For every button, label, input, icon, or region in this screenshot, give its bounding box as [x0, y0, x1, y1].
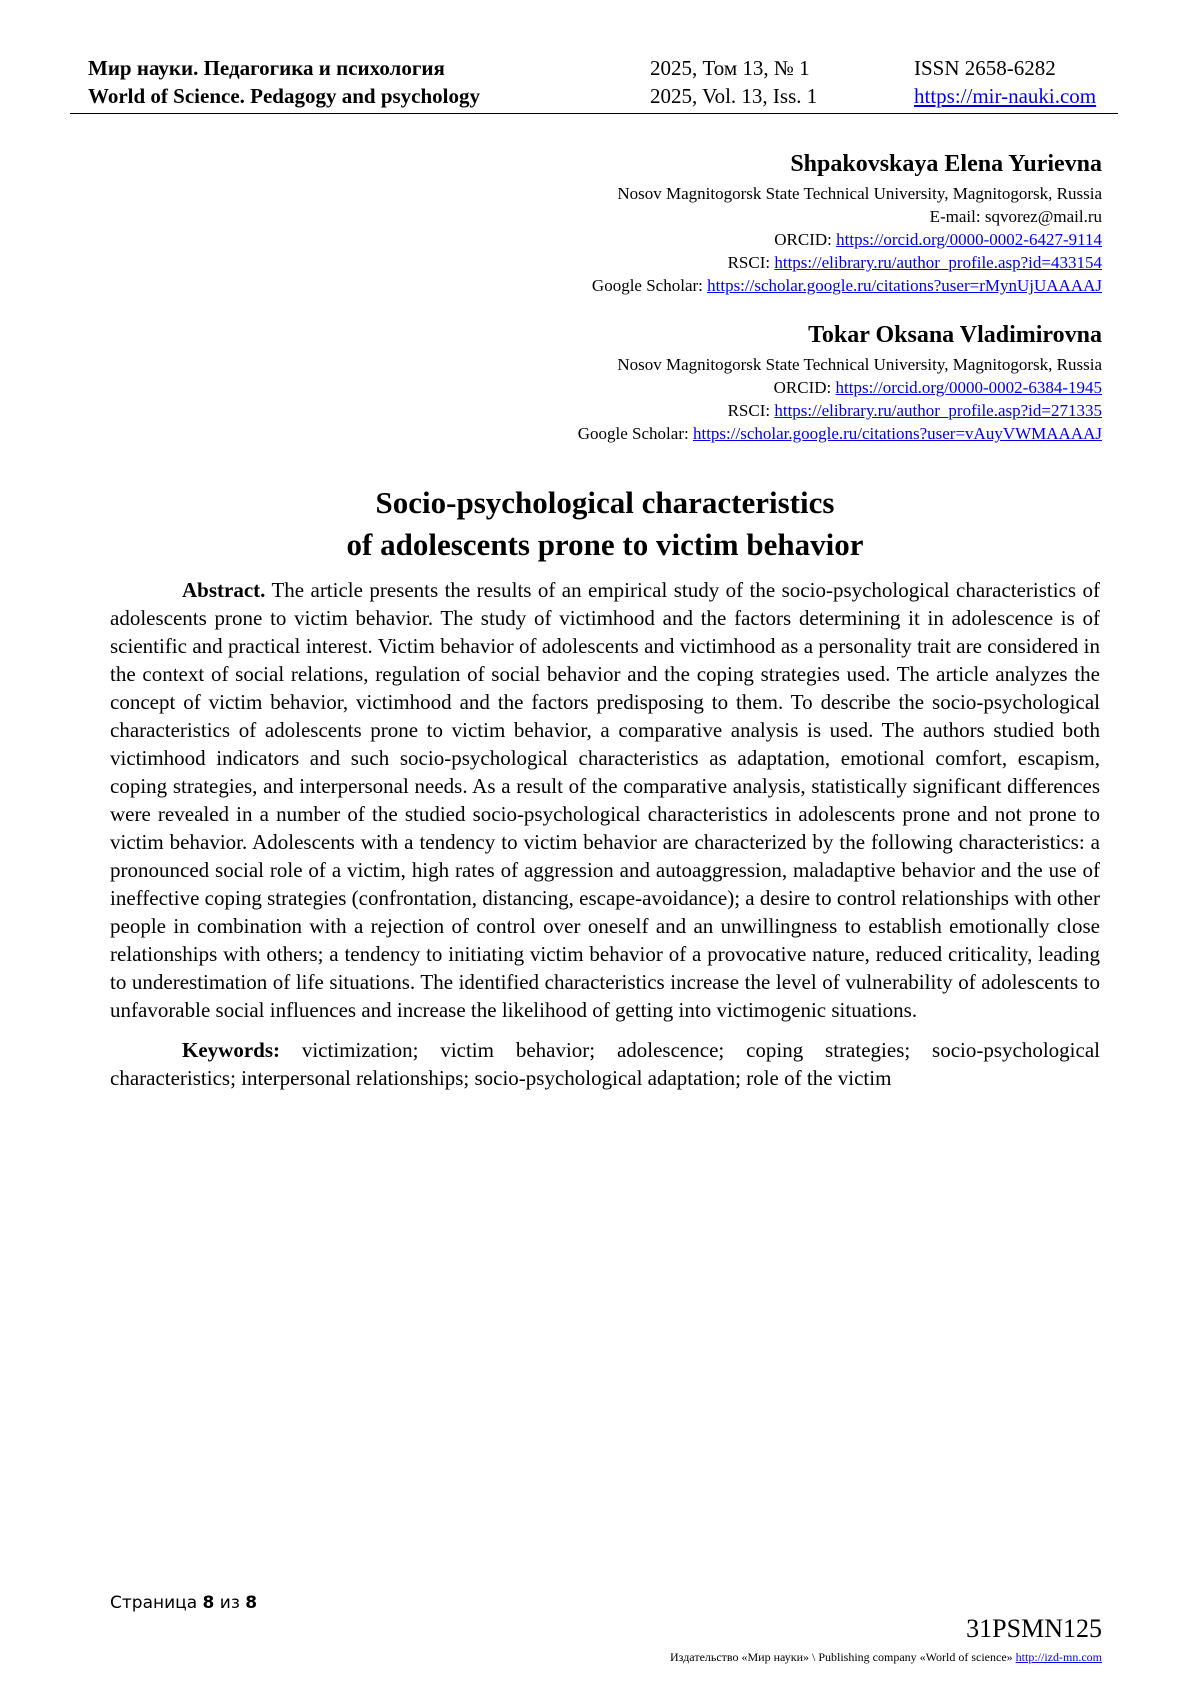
issue-ru: 2025, Том 13, № 1	[650, 56, 810, 80]
issn: ISSN 2658-6282	[914, 56, 1056, 80]
keywords-text: victimization; victim behavior; adolescence; coping strategies; socio-psychological characteristics; interpersonal relationships; socio-psychological adaptation; role of the victim	[110, 1038, 1100, 1090]
author-scholar: Google Scholar: https://scholar.google.ru/citations?user=vAuyVWMAAAAJ	[577, 424, 1102, 443]
author-1	[578, 148, 1102, 297]
author-rsci: RSCI: https://elibrary.ru/author_profile.asp?id=433154	[727, 253, 1102, 272]
keywords-label: Keywords:	[182, 1038, 280, 1062]
author-2	[578, 319, 1102, 445]
orcid-link[interactable]: https://orcid.org/0000-0002-6384-1945	[835, 378, 1102, 397]
keywords-paragraph	[110, 1036, 1100, 1092]
article-body	[110, 576, 1100, 1092]
abstract-text: The article presents the results of an empirical study of the socio-psychological characteristics of adolescents prone to victim behavior. The study of victimhood and the factors determining it in adolescence is of scientific and practical interest. Victim behavior of adolescents and victimhood as a personality trait are considered in the context of social relations, regulation of social behavior and the coping strategies used. The article analyzes the concept of victim behavior, victimhood and the factors predisposing to them. To describe the socio-psychological characteristics of adolescents prone to victim behavior, a comparative analysis is used. The authors studied both victimhood indicators and such socio-psychological characteristics as adaptation, emotional comfort, escapism, coping strategies, and interpersonal needs. As a result of the comparative analysis, statistically significant differences were revealed in a number of the studied socio-psychological characteristics in adolescents prone and not prone to victim behavior. Adolescents with a tendency to victim behavior are characterized by the following characteristics: a pronounced social role of a victim, high rates of aggression and autoaggression, maladaptive behavior and the use of ineffective coping strategies (confrontation, distancing, escape-avoidance); a desire to control relationships with other people in combination with a rejection of control over oneself and an unwillingness to establish emotionally close relationships with others; a tendency to initiating victim behavior of a provocative nature, reduced criticality, leading to underestimation of life situations. The identified characteristics increase the level of vulnerability of adolescents to unfavorable social influences and increase the likelihood of getting into victimogenic situations.	[110, 578, 1100, 1022]
article-code: 31PSMN125	[966, 1614, 1102, 1643]
rsci-link[interactable]: https://elibrary.ru/author_profile.asp?id=433154	[774, 253, 1102, 272]
issue-en: 2025, Vol. 13, Iss. 1	[650, 84, 818, 108]
author-email: E-mail: sqvorez@mail.ru	[929, 207, 1102, 226]
journal-header	[88, 54, 1118, 110]
author-orcid: ORCID: https://orcid.org/0000-0002-6384-1945	[773, 378, 1102, 397]
author-scholar: Google Scholar: https://scholar.google.ru/citations?user=rMynUjUAAAAJ	[591, 276, 1102, 295]
publisher-line: Издательство «Мир науки» \ Publishing company «World of science» http://izd-mn.com	[670, 1650, 1102, 1664]
abstract-paragraph	[110, 576, 1100, 1024]
journal-site-link[interactable]: https://mir-nauki.com	[914, 84, 1097, 108]
author-affiliation: Nosov Magnitogorsk State Technical University, Magnitogorsk, Russia	[617, 355, 1102, 374]
author-name: Shpakovskaya Elena Yurievna	[790, 151, 1102, 177]
header-divider	[70, 113, 1118, 114]
author-orcid: ORCID: https://orcid.org/0000-0002-6427-9114	[774, 230, 1102, 249]
author-rsci: RSCI: https://elibrary.ru/author_profile.asp?id=271335	[727, 401, 1102, 420]
journal-title-ru: Мир науки. Педагогика и психология	[88, 56, 445, 80]
journal-title-en: World of Science. Pedagogy and psychology	[88, 84, 481, 108]
orcid-link[interactable]: https://orcid.org/0000-0002-6427-9114	[836, 230, 1102, 249]
author-name: Tokar Oksana Vladimirovna	[808, 322, 1102, 348]
author-affiliation: Nosov Magnitogorsk State Technical University, Magnitogorsk, Russia	[617, 184, 1102, 203]
article-title: Socio-psychological characteristics of adolescents prone to victim behavior	[346, 485, 864, 562]
abstract-label: Abstract.	[182, 578, 266, 602]
page-number: Страница 8 из 8	[110, 1593, 258, 1613]
rsci-link[interactable]: https://elibrary.ru/author_profile.asp?id=271335	[774, 401, 1102, 420]
scholar-link[interactable]: https://scholar.google.ru/citations?user=vAuyVWMAAAAJ	[692, 424, 1102, 443]
authors-block	[578, 148, 1102, 467]
scholar-link[interactable]: https://scholar.google.ru/citations?user=rMynUjUAAAAJ	[707, 276, 1102, 295]
publisher-link[interactable]: http://izd-mn.com	[1015, 1650, 1102, 1664]
